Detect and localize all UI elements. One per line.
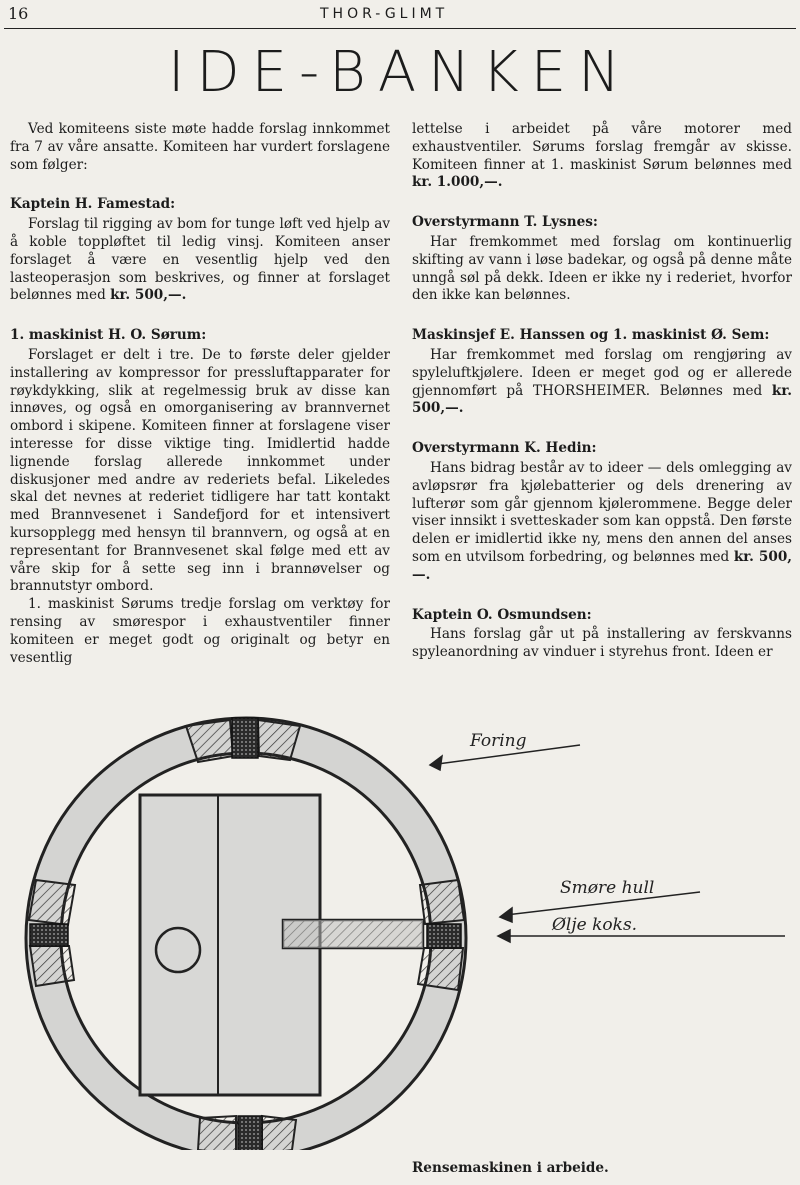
left-column: [10, 121, 390, 667]
reward-amount: kr. 1.000,—.: [412, 174, 503, 191]
section-heading-famestad: Kaptein H. Famestad:: [10, 196, 176, 213]
intro-paragraph: Ved komiteens siste møte hadde forslag innkommet fra 7 av våre ansatte. Komiteen har vurdert forslagene som følger:: [10, 121, 390, 173]
section-heading-sorum: 1. maskinist H. O. Sørum:: [10, 327, 207, 344]
reward-amount: kr. 500,—.: [110, 287, 187, 304]
section-body-osmundsen: Hans forslag går ut på installering av ferskvanns spyleanordning av vinduer i styrehus front. Ideen er: [412, 626, 792, 661]
reward-amount: kr. 500,—.: [412, 548, 793, 583]
running-head: THOR-GLIMT: [320, 6, 449, 22]
reward-amount: kr. 500,—.: [412, 382, 792, 417]
body-text: lettelse i arbeidet på våre motorer med exhaustventiler. Sørums forslag fremgår av skisse. Komiteen finner at 1. maskinist Sørum belønnes med: [412, 121, 792, 173]
right-column: [412, 121, 792, 662]
section-heading-hedin: Overstyrmann K. Hedin:: [412, 440, 597, 457]
page-number: 16: [8, 4, 29, 23]
section-heading-osmundsen: Kaptein O. Osmundsen:: [412, 606, 592, 623]
label-smorehull: Smøre hull: [560, 878, 655, 898]
section-body-sorum: Forslaget er delt i tre. De to første deler gjelder installering av kompressor for pressluftapparater for røykdykking, slik at regelmessig bruk av disse kan innøves, og også en omorganisering av brannvernet ombord i skipene. Komiteen finner at forslagene viser interesse for disse viktige ting. Imidlertid hadde lignende forslag allerede innkommet under diskusjoner med andre av rederiets befal. Likeledes skal det nevnes at rederiet tidligere har tatt kontakt med Brannvesenet i Sandefjord for et intensivert kursopplegg med hensyn til brannvern, og også at en representant for Brannvesenet skal følge med ett av våre skip for å sette seg inn i brannøvelser og brannutstyr ombord.: [10, 346, 390, 595]
header-rule: [4, 28, 796, 29]
annotation-arrows: [430, 745, 785, 942]
section-body-hedin: [412, 460, 792, 585]
section-heading-lysnes: Overstyrmann T. Lysnes:: [412, 214, 598, 231]
continued-paragraph: [412, 121, 792, 192]
body-text: Hans bidrag består av to ideer — dels omlegging av avløpsrør fra kjølebatterier og dels drenering av lufterør som går gjennom kjølerommene. Begge deler viser innsikt i svetteskader som kan oppstå. Den første delen er imidlertid ikke ny, mens den annen del anses som en utvilsom forbedring, og belønnes med: [412, 459, 792, 565]
section-body-lysnes: Har fremkommet med forslag om kontinuerlig skifting av vann i løse badekar, og også på denne måte unngå søl på dekk. Ideen er ikke ny i rederiet, hvorfor den ikke kan belønnes.: [412, 233, 792, 304]
cleaning-tool-sketch: [0, 680, 800, 1150]
page-title: IDE-BANKEN: [167, 40, 633, 105]
section-heading-hanssen-sem: Maskinsjef E. Hanssen og 1. maskinist Ø. Sem:: [412, 327, 770, 344]
body-text: Har fremkommet med forslag om rengjøring av spyleluftkjølere. Ideen er meget god og er allerede gjennomført på THORSHEIMER. Belønnes med: [412, 346, 792, 399]
label-foring: Foring: [470, 731, 527, 751]
section-body-sorum-2: 1. maskinist Sørums tredje forslag om verktøy for rensing av smørespor i exhaustventiler finner komiteen er meget godt og originalt og betyr en vesentlig: [10, 596, 390, 666]
section-body-famestad: [10, 216, 390, 305]
section-body-hanssen-sem: [412, 347, 792, 418]
scraper-arm: [283, 920, 423, 948]
label-oljekoks: Ølje koks.: [552, 915, 638, 935]
body-text: Forslag til rigging av bom for tunge løft ved hjelp av å koble toppløftet til ledig vinsj. Komiteen anser forslaget å være en vesentlig hjelp ved den lasteoperasjon som beskrives, og finner at forslaget belønnes med: [10, 216, 390, 304]
figure-caption: Rensemaskinen i arbeide.: [412, 1160, 609, 1176]
